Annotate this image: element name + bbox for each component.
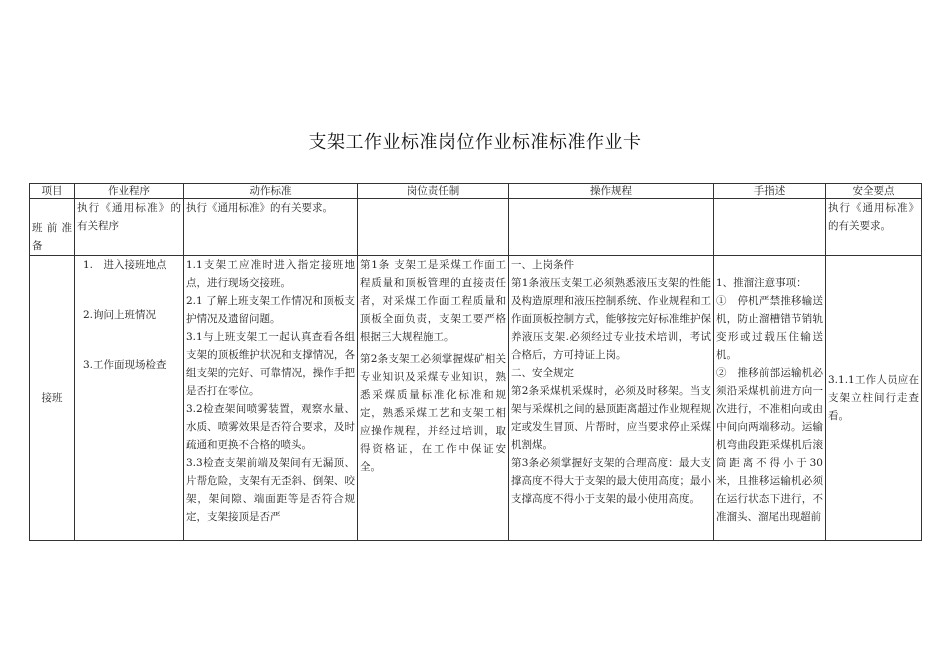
header-procedure: 作业程序 — [75, 184, 184, 199]
procedure-step: 1. 进入接班地点 — [83, 259, 167, 271]
action-item: 3.1与上班支架工一起认真查看各组支架的顶板维护状况和支撑情况，各组支架的完好、可靠情况，操作手把是否打在零位。 — [186, 331, 355, 397]
procedure-step: 2.询问上班情况 — [83, 309, 157, 321]
cell-safety: 3.1.1工作人员应在支架立柱间行走查看。 — [826, 256, 922, 541]
page-title: 支架工作业标准岗位作业标准标准作业卡 — [308, 132, 642, 153]
cell-finger — [714, 199, 826, 256]
duty-item: 第2条支架工必须掌握煤矿相关专业知识及采煤专业知识，熟悉采煤质量标准化标准和规定，熟悉采煤工艺和支架工相应操作规程，并经过培训，取得资格证，在工作中保证安全。 — [360, 353, 506, 473]
header-action-standard: 动作标准 — [184, 184, 358, 199]
cell-item: 班前准备 — [30, 199, 75, 256]
procedure-step: 3.工作面现场检查 — [83, 359, 167, 371]
finger-heading: 1、推溜注意事项： — [716, 277, 807, 289]
operation-heading: 一、上岗条件 — [511, 259, 574, 271]
operation-item: 第3条必须掌握好支架的合理高度：最大支撑高度不得大于支架的最大使用高度；最小支撑高度不得小于支架的最小使用高度。 — [511, 457, 711, 505]
header-item: 项目 — [30, 184, 75, 199]
cell-action — [184, 256, 358, 541]
operation-item: 第2条采煤机采煤时，必须及时移架。当支架与采煤机之间的悬顶距离超过作业规程规定或发生冒顶、片帮时，应当要求停止采煤机割煤。 — [511, 385, 711, 451]
cell-procedure: 执行《通用标准》的有关程序 — [75, 199, 184, 256]
header-duty: 岗位责任制 — [358, 184, 509, 199]
cell-action: 执行《通用标准》的有关要求。 — [184, 199, 358, 256]
header-row — [30, 184, 922, 199]
finger-item: ② 推移前部运输机必须沿采煤机前进方向一次进行，不准相向或由中间向两端移动。运输机弯曲段距采煤机后滚筒距离不得小于30米，且推移运输机必须在运行状态下进行，不准溜头、溜尾出现超前 — [716, 367, 823, 523]
cell-item: 接班 — [30, 256, 75, 541]
header-operation: 操作规程 — [509, 184, 714, 199]
finger-item: ① 停机严禁推移输送机，防止溜槽错节销轨变形或过载压住输送机。 — [716, 295, 823, 361]
action-item: 2.1 了解上班支架工作情况和顶板支护情况及遗留问题。 — [186, 295, 355, 325]
operation-heading: 二、安全规定 — [511, 367, 574, 379]
header-safety: 安全要点 — [826, 184, 922, 199]
cell-duty — [358, 199, 509, 256]
cell-duty — [358, 256, 509, 541]
duty-item: 第1条 支架工是采煤工作面工程质量和顶板管理的直接责任者，对采煤工作面工程质量和顶板全面负责，支架工要严格根据三大规程施工。 — [360, 259, 506, 343]
cell-procedure — [75, 256, 184, 541]
cell-operation — [509, 199, 714, 256]
header-finger-point: 手指述 — [714, 184, 826, 199]
work-card-table — [29, 183, 922, 541]
action-item: 1.1支架工应准时进入指定接班地点，进行现场交接班。 — [186, 259, 355, 289]
table-row — [30, 199, 922, 256]
table-row — [30, 256, 922, 541]
action-item: 3.3检查支架前端及架间有无漏顶、片帮危险，支架有无歪斜、倒架、咬架，架间隙、端面距等是否符合规定，支架接顶是否严 — [186, 457, 355, 523]
action-item: 3.2检查架间喷雾装置，观察水量、水质、喷雾效果是否符合要求，及时疏通和更换不合格的喷头。 — [186, 403, 355, 451]
cell-finger — [714, 256, 826, 541]
operation-item: 第1条液压支架工必须熟悉液压支架的性能及构造原理和液压控制系统、作业规程和工作面顶板控制方式，能够按完好标准维护保养液压支架.必须经过专业技术培训，考试合格后，方可持证上岗。 — [511, 277, 711, 361]
cell-operation — [509, 256, 714, 541]
cell-safety: 执行《通用标准》的有关要求。 — [826, 199, 922, 256]
